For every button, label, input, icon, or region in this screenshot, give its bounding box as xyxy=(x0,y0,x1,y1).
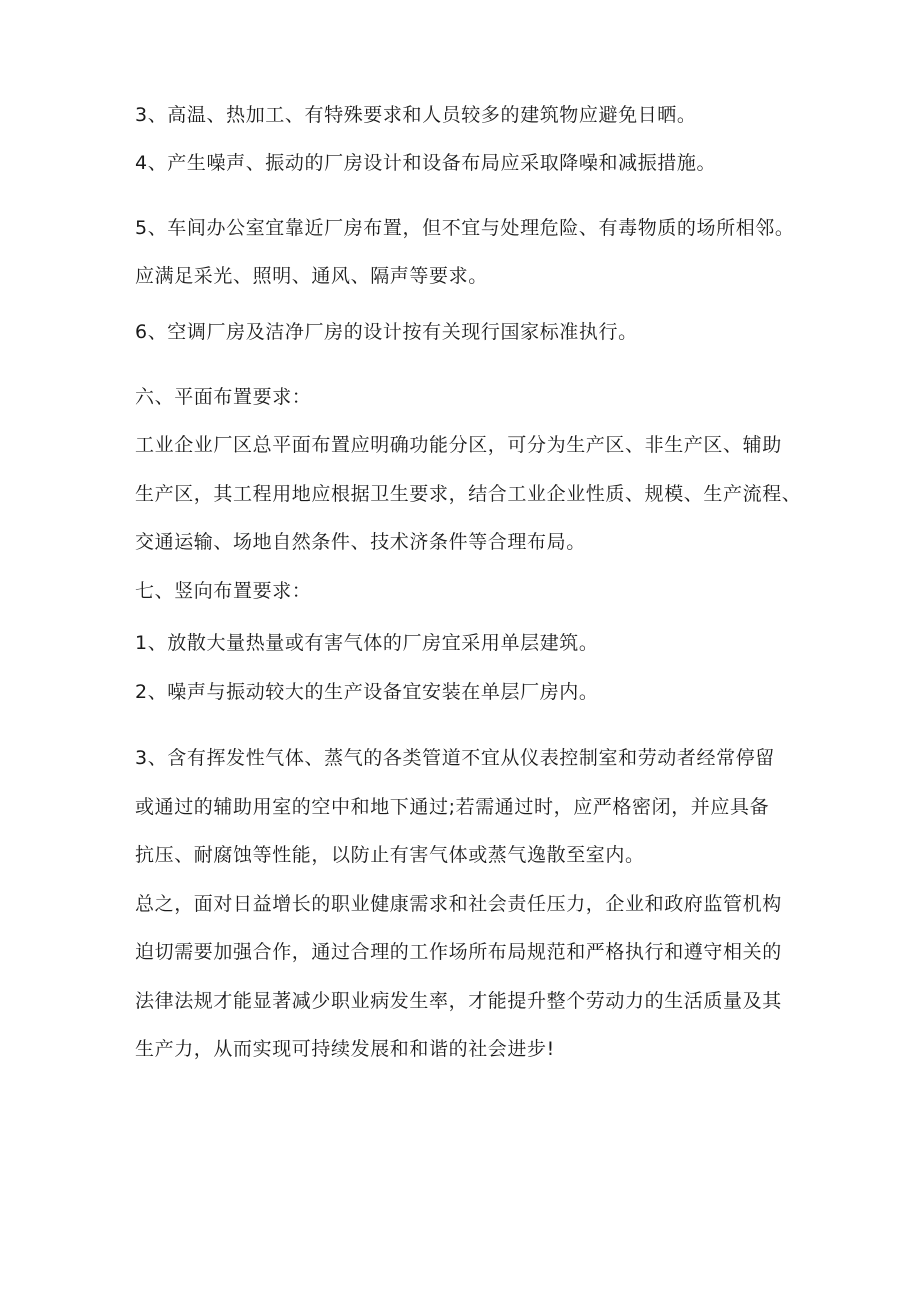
item-5-office-line-2: 应满足采光、照明、通风、隔声等要求。 xyxy=(135,265,488,287)
vertical-item-1: 1、放散大量热量或有害气体的厂房宜采用单层建筑。 xyxy=(135,632,599,654)
item-4-noise: 4、产生噪声、振动的厂房设计和设备布局应采取降噪和减振措施。 xyxy=(135,152,717,174)
vertical-item-2: 2、噪声与振动较大的生产设备宜安装在单层厂房内。 xyxy=(135,681,599,703)
conclusion-line-3: 法律法规才能显著减少职业病发生率，才能提升整个劳动力的生活质量及其 xyxy=(135,990,782,1012)
vertical-item-3-line-3: 抗压、耐腐蚀等性能，以防止有害气体或蒸气逸散至室内。 xyxy=(135,844,645,866)
plan-layout-paragraph-line-1: 工业企业厂区总平面布置应明确功能分区，可分为生产区、非生产区、辅助 xyxy=(135,434,782,456)
section-heading-plan-layout: 六、平面布置要求： xyxy=(135,386,312,408)
item-3-heat: 3、高温、热加工、有特殊要求和人员较多的建筑物应避免日晒。 xyxy=(135,104,697,126)
conclusion-line-1: 总之，面对日益增长的职业健康需求和社会责任压力，企业和政府监管机构 xyxy=(135,893,782,915)
item-6-air-conditioning: 6、空调厂房及洁净厂房的设计按有关现行国家标准执行。 xyxy=(135,321,638,343)
vertical-item-3-line-2: 或通过的辅助用室的空中和地下通过;若需通过时，应严格密闭，并应具备 xyxy=(135,796,770,818)
section-heading-vertical-layout: 七、竖向布置要求： xyxy=(135,580,312,602)
plan-layout-paragraph-line-3: 交通运输、场地自然条件、技术济条件等合理布局。 xyxy=(135,531,586,553)
conclusion-line-2: 迫切需要加强合作，通过合理的工作场所布局规范和严格执行和遵守相关的 xyxy=(135,941,782,963)
item-5-office-line-1: 5、车间办公室宜靠近厂房布置，但不宜与处理危险、有毒物质的场所相邻。 xyxy=(135,217,795,239)
plan-layout-paragraph-line-2: 生产区，其工程用地应根据卫生要求，结合工业企业性质、规模、生产流程、 xyxy=(135,483,802,505)
conclusion-line-4: 生产力，从而实现可持续发展和和谐的社会进步! xyxy=(135,1038,555,1060)
vertical-item-3-line-1: 3、含有挥发性气体、蒸气的各类管道不宜从仪表控制室和劳动者经常停留 xyxy=(135,747,775,769)
